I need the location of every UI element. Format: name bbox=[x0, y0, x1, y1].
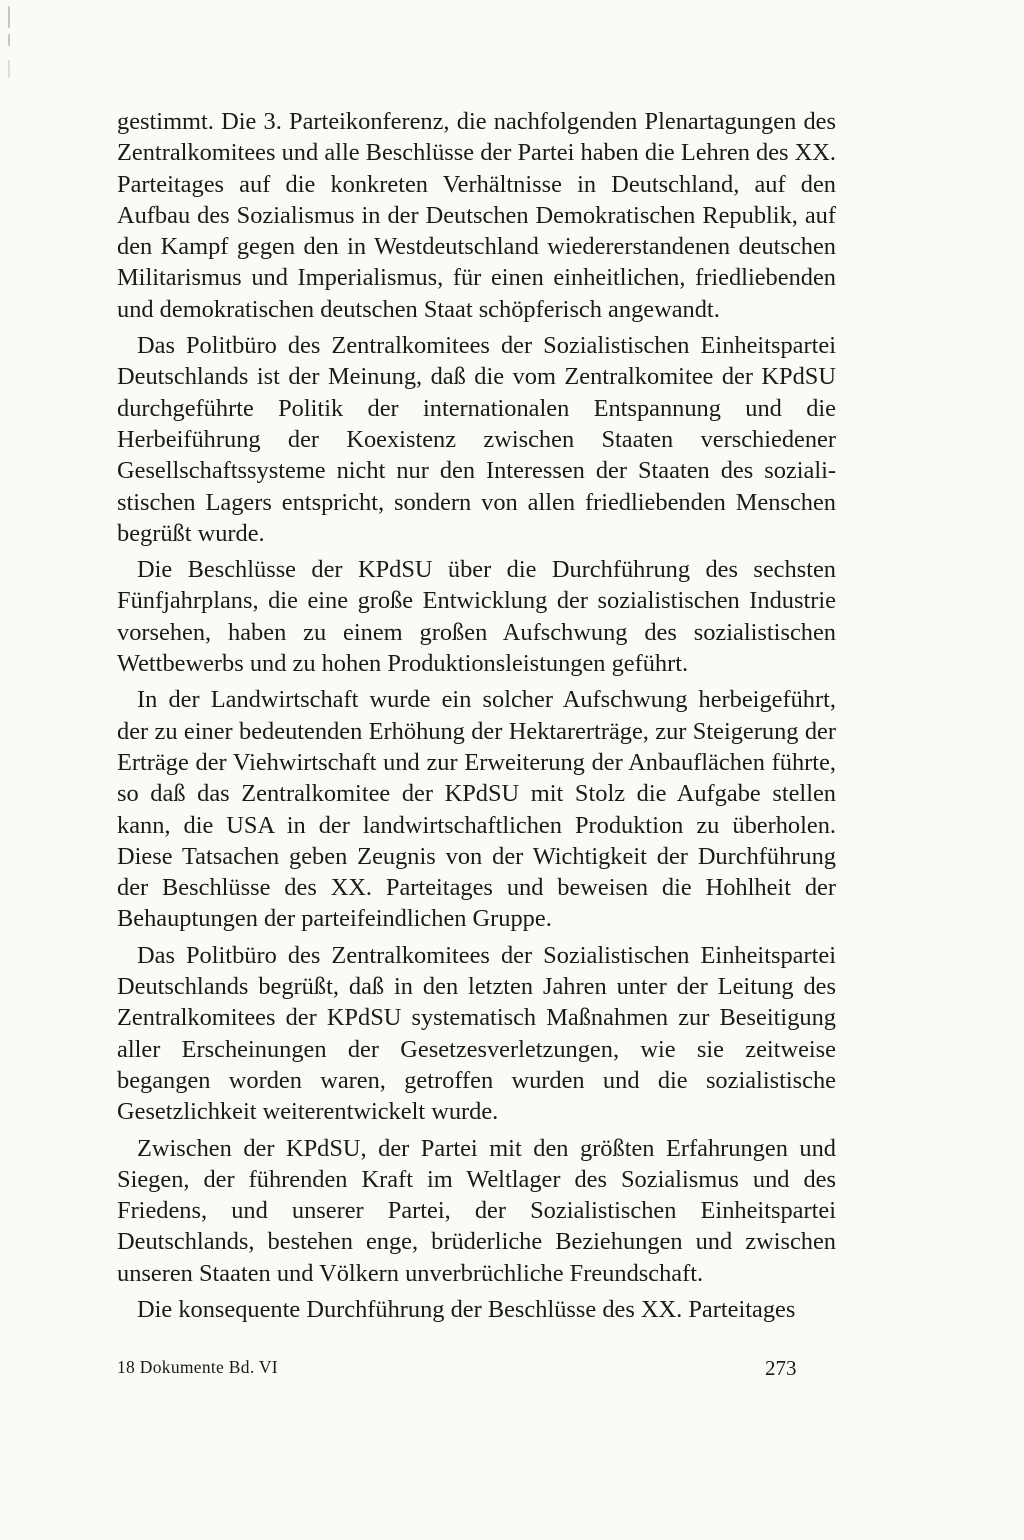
margin-scan-mark bbox=[8, 34, 10, 46]
paragraph: In der Landwirtschaft wurde ein solcher Aufschwung herbeigeführt, der zu einer bedeutenden Erhöhung der Hektarerträge, zur Steigerung der Erträge der Viehwirtschaft und zur Erweiterung der Anbauflächen führte, so daß das Zentralkomitee der KPdSU mit Stolz die Aufgabe stellen kann, die USA in der landwirtschaftlichen Produktion zu überholen. Diese Tatsachen geben Zeugnis von der Wichtigkeit der Durchführung der Beschlüsse des XX. Parteitages und beweisen die Hohlheit der Behauptungen der parteifeindlichen Gruppe. bbox=[117, 686, 836, 933]
printer-signature: 18 Dokumente Bd. VI bbox=[117, 1357, 278, 1377]
paragraph: Die konsequente Durchführung der Beschlüsse des XX. Parteitages bbox=[137, 1295, 796, 1323]
body-text bbox=[117, 106, 836, 1330]
paragraph: Die Beschlüsse der KPdSU über die Durchführung des sechsten Fünfjahrplans, die eine große Entwicklung der sozialistischen Industrie vorsehen, haben zu einem großen Aufschwung des sozialistischen Wettbewerbs und zu hohen Produktionsleistungen geführt. bbox=[117, 556, 836, 678]
paragraph: Zwischen der KPdSU, der Partei mit den größten Erfahrungen und Siegen, der führenden Kraft im Weltlager des Sozialismus und des Friedens, und unserer Partei, der Sozialistischen Einheitspartei Deutschlands, bestehen enge, brüderliche Beziehungen und zwischen unseren Staaten und Völkern unverbrüchliche Freundschaft. bbox=[117, 1134, 836, 1287]
margin-scan-mark bbox=[8, 60, 10, 78]
paragraph-continuation: gestimmt. Die 3. Parteikonferenz, die nachfolgenden Plenartagungen des Zentralkomitees und alle Beschlüsse der Partei haben die Lehren des XX. Parteitages auf die konkreten Verhältnisse in Deutschland, auf den Aufbau des Sozialismus in der Deutschen Demokratischen Republik, auf den Kampf gegen den in Westdeutschland wiedererstandenen deutschen Militarismus und Imperialismus, für einen einheitlichen, friedliebenden und demokratischen deutschen Staat schöpferisch angewandt. bbox=[117, 108, 836, 323]
page-number: 273 bbox=[765, 1356, 797, 1380]
paragraph: Das Politbüro des Zentralkomitees der Sozialistischen Einheitspartei Deutschlands begrüßt, daß in den letzten Jahren unter der Leitung des Zentralkomitees der KPdSU systematisch Maßnahmen zur Beseitigung aller Erscheinungen der Gesetzesverletzungen, wie sie zeitweise begangen worden waren, getroffen wurden und die sozialistische Gesetzlichkeit weiterentwickelt wurde. bbox=[117, 941, 836, 1126]
margin-scan-mark bbox=[8, 6, 10, 28]
paragraph: Das Politbüro des Zentralkomitees der Sozialistischen Einheitspartei Deutschlands ist der Meinung, daß die vom Zentralkomitee der KPdSU durchgeführte Politik der internationalen Entspannung und die Herbeiführung der Koexistenz zwischen Staaten verschiedener Gesellschaftssysteme nicht nur den Interessen der Staaten des sozialistischen Lagers entspricht, sondern von allen friedliebenden Menschen begrüßt wurde. bbox=[117, 332, 836, 547]
